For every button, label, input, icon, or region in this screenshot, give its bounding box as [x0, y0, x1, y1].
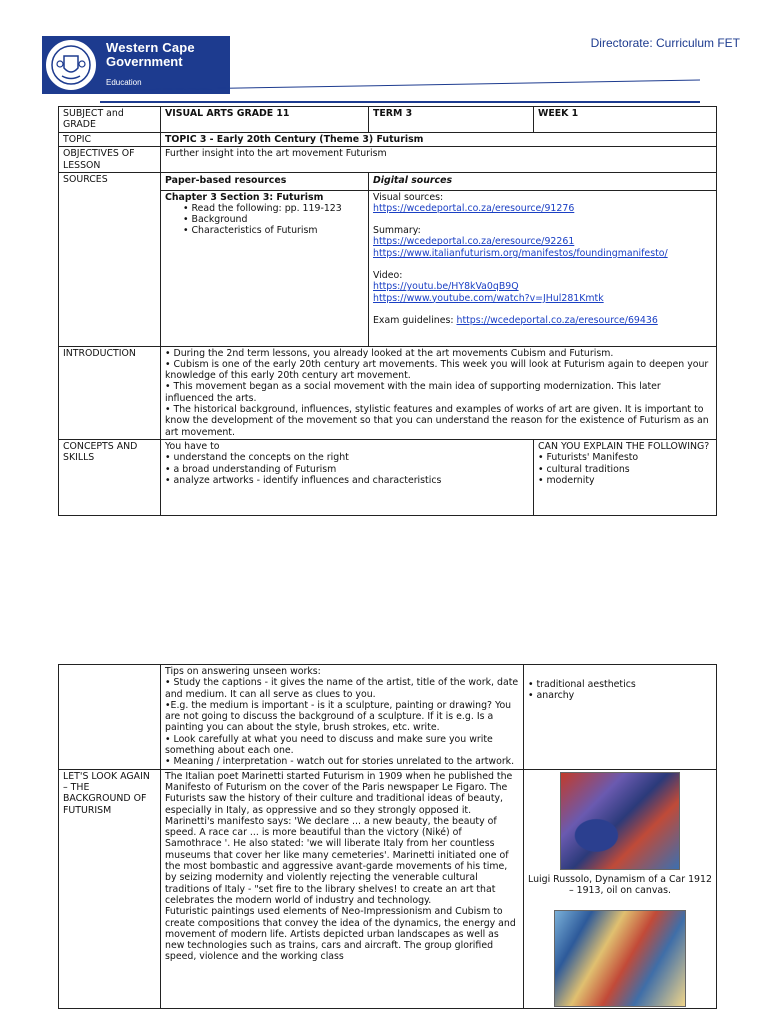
exam-guidelines: [373, 315, 712, 326]
background-label: LET'S LOOK AGAIN – THE BACKGROUND OF FUTURISM: [59, 769, 161, 1009]
exam-link[interactable]: https://wcedeportal.co.za/eresource/69436: [456, 314, 658, 326]
background-text: [161, 769, 524, 1009]
concept-line: • a broad understanding of Futurism: [165, 463, 337, 475]
subject-value: VISUAL ARTS GRADE 11: [161, 107, 369, 133]
artwork-panel: [524, 769, 717, 1009]
explain-item: • Futurists' Manifesto: [538, 452, 639, 464]
subject-label: SUBJECT and GRADE: [59, 107, 161, 133]
tips-line: Tips on answering unseen works:: [165, 666, 321, 677]
tips-line: • Meaning / interpretation - watch out for stories unrelated to the artwork.: [165, 756, 515, 768]
paper-item: • Read the following: pp. 119-123: [183, 202, 342, 214]
explain-item: • modernity: [538, 474, 595, 486]
explain-text: [534, 439, 717, 515]
empty-cell: [59, 665, 161, 770]
digital-heading: Digital sources: [369, 173, 717, 190]
topic-label: TOPIC: [59, 133, 161, 147]
tips-text: [161, 665, 524, 770]
dynamism-of-a-car-image: [560, 772, 680, 870]
intro-line: • The historical background, influences, stylistic features and examples of works of art are given. It is important to know the development of the movement so that you can understand the reason for the existence of Futurism as an art movement.: [165, 404, 709, 438]
directorate-label: Directorate: Curriculum FET: [590, 36, 740, 50]
paper-heading: Paper-based resources: [161, 173, 369, 190]
aesthetics-item: • anarchy: [528, 690, 575, 702]
header-rule: [100, 101, 700, 103]
background-table: [58, 664, 717, 1009]
intro-line: • Cubism is one of the early 20th century art movements. This week you will look at Futurism again to deepen your knowledge of this early 20th century art movement.: [165, 358, 709, 382]
aesthetics-list: [524, 665, 717, 770]
background-paragraph: Futuristic paintings used elements of Neo-Impressionism and Cubism to create compositions that convey the idea of the dynamics, the energy and movement of modern life. Artists depicted urban landscapes as well as new technologies such as trains, cars and aircraft. The group glorified speed, violence and the working class: [165, 906, 516, 963]
topic-value: TOPIC 3 - Early 20th Century (Theme 3) Futurism: [161, 133, 717, 147]
video-link[interactable]: https://youtu.be/HY8kVa0qB9Q: [373, 281, 519, 293]
introduction-text: [161, 346, 717, 439]
intro-line: • This movement began as a social movement with the main idea of supporting modernization. This later influenced the arts.: [165, 381, 661, 404]
paper-chapter: Chapter 3 Section 3: Futurism: [165, 191, 324, 203]
concepts-label: CONCEPTS AND SKILLS: [59, 439, 161, 515]
artwork-caption: Luigi Russolo, Dynamism of a Car 1912 – 1913, oil on canvas.: [528, 873, 712, 896]
lesson-table: [58, 106, 717, 516]
paper-resources: [161, 190, 369, 346]
tips-line: •E.g. the medium is important - is it a sculpture, painting or drawing? You are not going to discuss the background of a sculpture. If it is e.g. Is a painting you can about the style, brush strokes, etc. write.: [165, 699, 512, 734]
concepts-text: [161, 439, 534, 515]
digital-resources: [369, 190, 717, 346]
tips-line: • Study the captions - it gives the name of the artist, title of the work, date and medium. It can all serve as clues to you.: [165, 677, 519, 700]
manifesto-link[interactable]: https://www.italianfuturism.org/manifestos/foundingmanifesto/: [373, 247, 668, 259]
wcg-logo: [42, 36, 230, 94]
concept-line: You have to: [165, 440, 220, 452]
logo-line3: Education: [106, 78, 142, 87]
concept-line: • understand the concepts on the right: [165, 452, 349, 464]
introduction-label: INTRODUCTION: [59, 346, 161, 439]
explain-heading: CAN YOU EXPLAIN THE FOLLOWING?: [538, 440, 710, 452]
intro-line: • During the 2nd term lessons, you already looked at the art movements Cubism and Futurism.: [165, 347, 614, 359]
objectives-value: Further insight into the art movement Futurism: [161, 147, 717, 173]
tips-line: • Look carefully at what you need to discuss and make sure you write something about each one.: [165, 733, 493, 757]
explain-item: • cultural traditions: [538, 463, 630, 475]
sources-label: SOURCES: [59, 173, 161, 346]
aesthetics-item: • traditional aesthetics: [528, 679, 636, 690]
objectives-label: OBJECTIVES OF LESSON: [59, 147, 161, 173]
exam-label: Exam guidelines:: [373, 314, 457, 326]
coat-of-arms-icon: [44, 38, 98, 92]
visual-sources-label: Visual sources:: [373, 191, 444, 203]
futurist-painting-image: [554, 910, 686, 1007]
visual-link[interactable]: https://wcedeportal.co.za/eresource/91276: [373, 202, 575, 214]
logo-line1: Western Cape: [106, 40, 195, 55]
summary-link[interactable]: https://wcedeportal.co.za/eresource/92261: [373, 236, 575, 248]
week-label: WEEK 1: [534, 107, 717, 133]
concept-line: • analyze artworks - identify influences and characteristics: [165, 474, 442, 486]
term-label: TERM 3: [369, 107, 534, 133]
paper-item: • Background: [183, 214, 248, 226]
background-paragraph: The Italian poet Marinetti started Futurism in 1909 when he published the Manifesto of Futurism on the cover of the Paris newspaper Le Figaro. The Futurists saw the history of their culture and traditional ideas of beauty, especially in Italy, as oppressive and so they strongly opposed it. Marinetti's manifesto says: 'We declare ... a new beauty, the beauty of speed. A race car ... is more beautiful than the victory (Niké) of Samothrace '. He also stated: 'we will liberate Italy from her countless museums that cover her like many cemeteries'. Marinetti initiated one of the most bombastic and aggressive avant-garde movements of his time, by seizing modernity and violently rejecting the venerable cultural traditions of Italy - "set fire to the library shelves! to create an art that celebrates the modern world of industry and technology.: [165, 770, 513, 906]
video-label: Video:: [373, 270, 403, 282]
logo-line2: Government: [106, 54, 183, 69]
video-link[interactable]: https://www.youtube.com/watch?v=JHul281Kmtk: [373, 292, 604, 304]
summary-label: Summary:: [373, 225, 421, 237]
paper-item: • Characteristics of Futurism: [183, 225, 318, 237]
